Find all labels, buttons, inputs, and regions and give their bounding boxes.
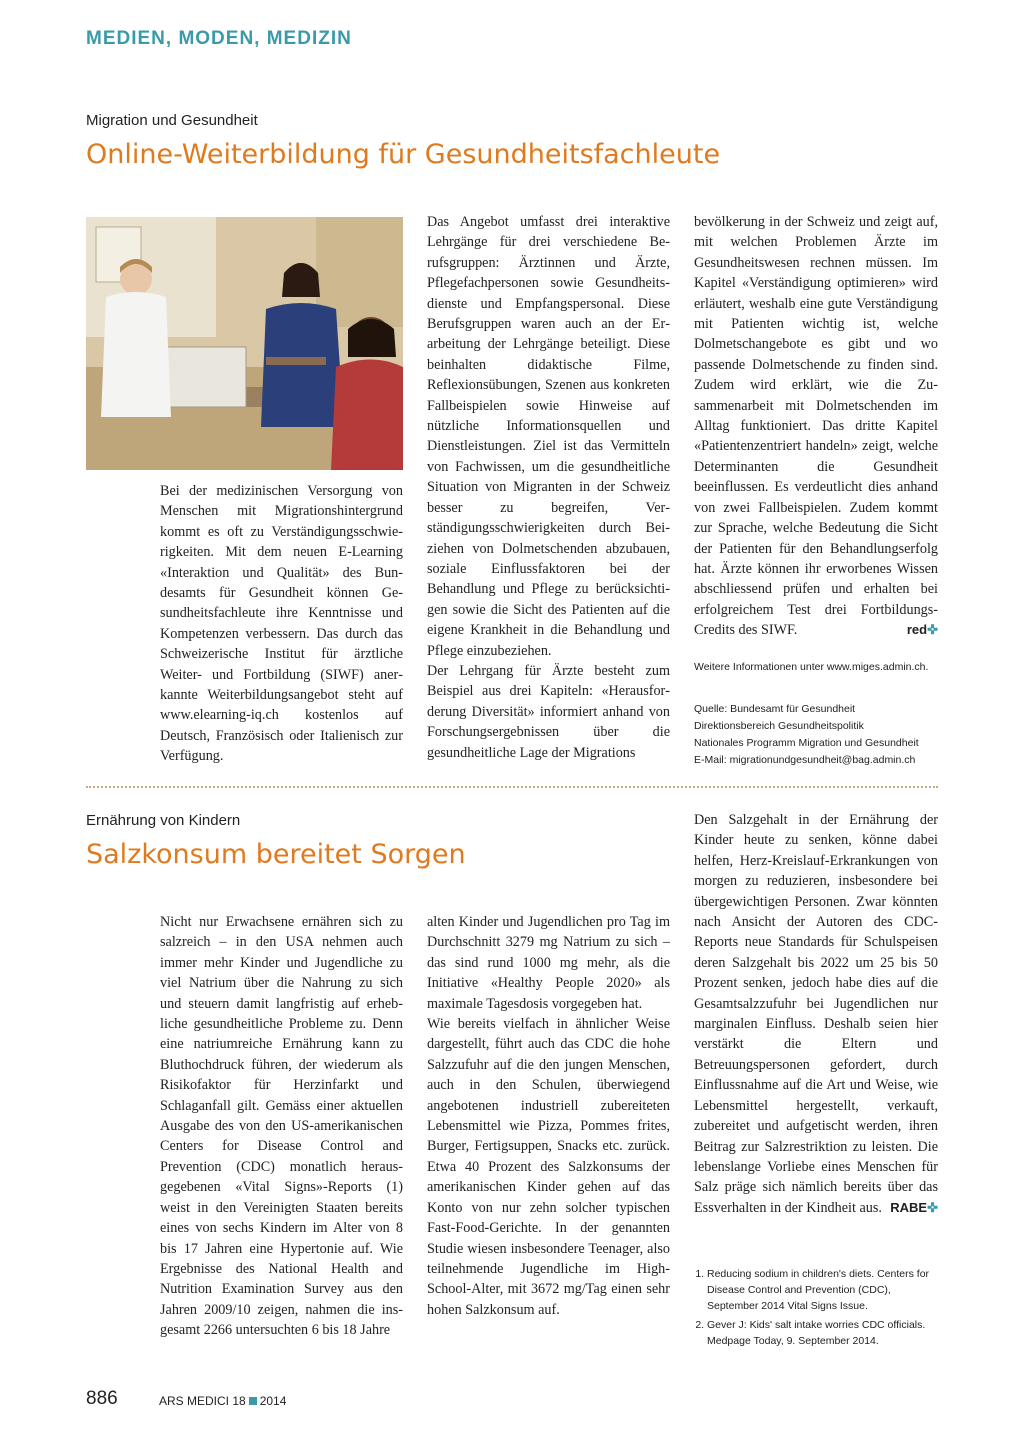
- article2-column-1: [160, 912, 403, 1341]
- article1-paragraph-text: bevölkerung in der Schweiz und zeigt auf, mit welchen Problemen Ärzte im Gesundheitswesen rechnen müssen. Im Kapitel «Verständigung optimieren» wird erläutert, weshalb eine gute Verständigung mit Patienten wichtig ist, welche Dolmetschangebote es gibt und wo passende Dolmetschende zu finden sind. Zudem wird erklärt, wie die Zusammenarbeit mit Dolmetschenden im Alltag funktioniert. Das dritte Kapitel «Patientenzentriert handeln» zeigt, welche Determinanten die Gesundheit beeinflussen. Es verdeutlicht dies anhand von zwei Fallbeispielen. Zudem kommt zur Sprache, welche Bedeutung die Sicht der Patienten für den Behandlungserfolg hat. Ärzte können ihr erworbenes Wissen abschliessend prüfen und erhalten bei erfolgreichem Test drei Fortbildungs-Credits des SIWF.: [694, 214, 938, 639]
- article1-paragraph: Der Lehrgang für Ärzte besteht zum Beispiel aus drei Kapiteln: «Herausforderung Diversität» informiert anhand von Forschungsergebnissen über die gesundheitliche Lage der Migrations: [427, 662, 670, 761]
- article2-column-2: [427, 912, 670, 1320]
- article2-title: Salzkonsum bereitet Sorgen: [86, 839, 466, 870]
- article1-paragraph: Bei der medizinischen Versorgung von Menschen mit Migrationshintergrund kommt es oft zu Verständigungsschwierigkeiten. Mit dem neuen E-Learning «Interaktion und Qualität» des Bundesamts für Gesundheit können Gesundheitsfachleute ihre Kenntnisse und Kompetenzen verbessern. Das durch das Schweizerische Institut für ärztliche Weiter- und Fortbildung (SIWF) anerkannte Weiterbildungsangebot steht auf www.elearning-iq.ch kostenlos auf Deutsch, Französisch oder Italienisch zur Verfügung.: [160, 483, 403, 765]
- section-label: MEDIEN, MODEN, MEDIZIN: [86, 28, 352, 49]
- article2-paragraph-text: Den Salzgehalt in der Ernährung der Kinder heute zu senken, könne dabei helfen, Herz-Kreislauf-Erkrankungen von morgen zu reduzieren, insbesondere bei übergewichtigen Personen. Zwar könnten nach Ansicht der Autoren des CDC-Reports neue Standards für Schulspeisen deren Salzgehalt bis 2022 um 25 bis 50 Prozent senken, jedoch habe dies auf die Gesamtsalzzufuhr bei Jugendlichen nur marginalen Einfluss. Deshalb seien hier verstärkt die Eltern und Betreuungspersonen gefordert, durch Einflussnahme auf die Art und Weise, wie Lebensmittel hergestellt, verkauft, zubereitet und aufgetischt werden, ihren Beitrag zur Salzrestriktion zu leisten. Die lebenslange Vorliebe eines Menschen für Salz präge sich nämlich bereits über das Essverhalten in der Kindheit aus.: [694, 812, 938, 1216]
- source-email: E-Mail: migrationundgesundheit@bag.admin.ch: [694, 754, 916, 766]
- article2-column-3: [694, 810, 938, 1218]
- article1-column-1: [160, 481, 403, 767]
- square-icon: [249, 1397, 257, 1405]
- footnote-item: 1. Reducing sodium in children's diets. Centers for Disease Control and Prevention (CDC), September 2014 Vital Signs Issue.: [707, 1266, 939, 1314]
- article2-paragraph: Wie bereits vielfach in ähnlicher Weise dargestellt, führt auch das CDC die hohe Salzzufuhr auf die den jungen Menschen, auch in den Schulen, überwiegend angebotenen industriell zubereiteten Lebensmittel wie Pizza, Pommes frites, Burger, Fertigsuppen, Snacks etc. zurück. Etwa 40 Prozent des Salzkonsums der amerikanischen Kinder gehen auf das Konto von nur zehn solcher typischen Fast-Food-Gerichte. In der genannten Studie wiesen insbesondere Teenager, also teilnehmende Jugendliche im High-School-Alter, mit 3672 mg/Tag einen sehr hohen Salzkonsum auf.: [427, 1016, 670, 1318]
- footnote-item: 2. Gever J: Kids' salt intake worries CDC officials. Medpage Today, 9. September 2014.: [707, 1317, 939, 1349]
- article1-paragraph: [694, 212, 938, 641]
- article2-paragraph: Nicht nur Erwachsene ernähren sich zu salzreich – in den USA nehmen auch immer mehr Kinder und Jugendliche zu viel Natrium über die Nahrung zu sich und steuern damit langfristig auf erhebliche gesundheitliche Probleme zu. Denn eine natriumreiche Ernährung kann zu Bluthochdruck führen, der wiederum als Risikofaktor für Herzinfarkt und Schlaganfall gilt. Gemäss einer aktuellen Ausgabe des von den US-amerikanischen Centers for Disease Control and Prevention (CDC) monatlich herausgegebenen «Vital Signs»-Reports (1) weist in den Vereinigten Staaten bereits eines von sechs Kindern im Alter von 8 bis 17 Jahren eine Hypertonie auf. Wie Ergebnisse des National Health and Nutrition Examination Survey aus den Jahren 2009/10 zeigen, nahmen die insgesamt 2266 untersuchten 6 bis 18 Jahre: [160, 914, 403, 1339]
- source-line: Quelle: Bundesamt für Gesundheit: [694, 703, 856, 715]
- more-info: Weitere Informationen unter www.miges.admin.ch.: [694, 661, 929, 673]
- article1-column-2: [427, 212, 670, 763]
- article1-kicker: Migration und Gesundheit: [86, 112, 258, 129]
- article-divider: [86, 786, 938, 788]
- page-footer: [86, 1388, 287, 1410]
- article1-column-3: [694, 212, 938, 641]
- article1-signature: red✜: [906, 622, 938, 638]
- article1-title: Online-Weiterbildung für Gesundheitsfachleute: [86, 139, 721, 170]
- source-line: Nationales Programm Migration und Gesundheit: [694, 737, 919, 749]
- footnotes: [693, 1266, 939, 1352]
- article2-paragraph: [694, 810, 938, 1218]
- journal-name: ARS MEDICI 18 2014: [159, 1394, 287, 1408]
- article2-paragraph: alten Kinder und Jugendlichen pro Tag im Durchschnitt 3279 mg Natrium zu sich – das sind rund 1000 mg mehr, als die Initiative «Healthy People 2020» als maximale Tagesdosis vorgegeben hat.: [427, 914, 670, 1012]
- article1-paragraph: Das Angebot umfasst drei interaktive Lehrgänge für drei verschiedene Berufsgruppen: Ärztinnen und Ärzte, Pflegefachpersonen sowie Gesundheitsdienste und Empfangspersonal. Diese Berufsgruppen waren auch an der Erarbeitung der Lehrgänge beteiligt. Diese beinhalten didaktische Filme, Reflexionsübungen, Szenen aus konkreten Fallbeispielen sowie Hinweise auf nützliche Informationsquellen und Dienstleistungen. Ziel ist das Vermitteln von Fachwissen, um die gesundheitliche Situation von Migranten in der Schweiz besser zu begreifen, Verständigungsschwierigkeiten durch Beiziehen von Dolmetschenden abzubauen, soziale Einflussfaktoren bei der Behandlung und Pflege zu berücksichtigen sowie die Sicht des Patienten auf die eigene Krankheit in die Behandlung und Pflege einzubeziehen.: [427, 214, 670, 659]
- article2-signature: RABE✜: [890, 1199, 938, 1215]
- source-block: [694, 701, 944, 769]
- source-line: Direktionsbereich Gesundheitspolitik: [694, 720, 864, 732]
- page-number: 886: [86, 1388, 118, 1409]
- article2-kicker: Ernährung von Kindern: [86, 812, 241, 829]
- consultation-photo: [86, 217, 403, 470]
